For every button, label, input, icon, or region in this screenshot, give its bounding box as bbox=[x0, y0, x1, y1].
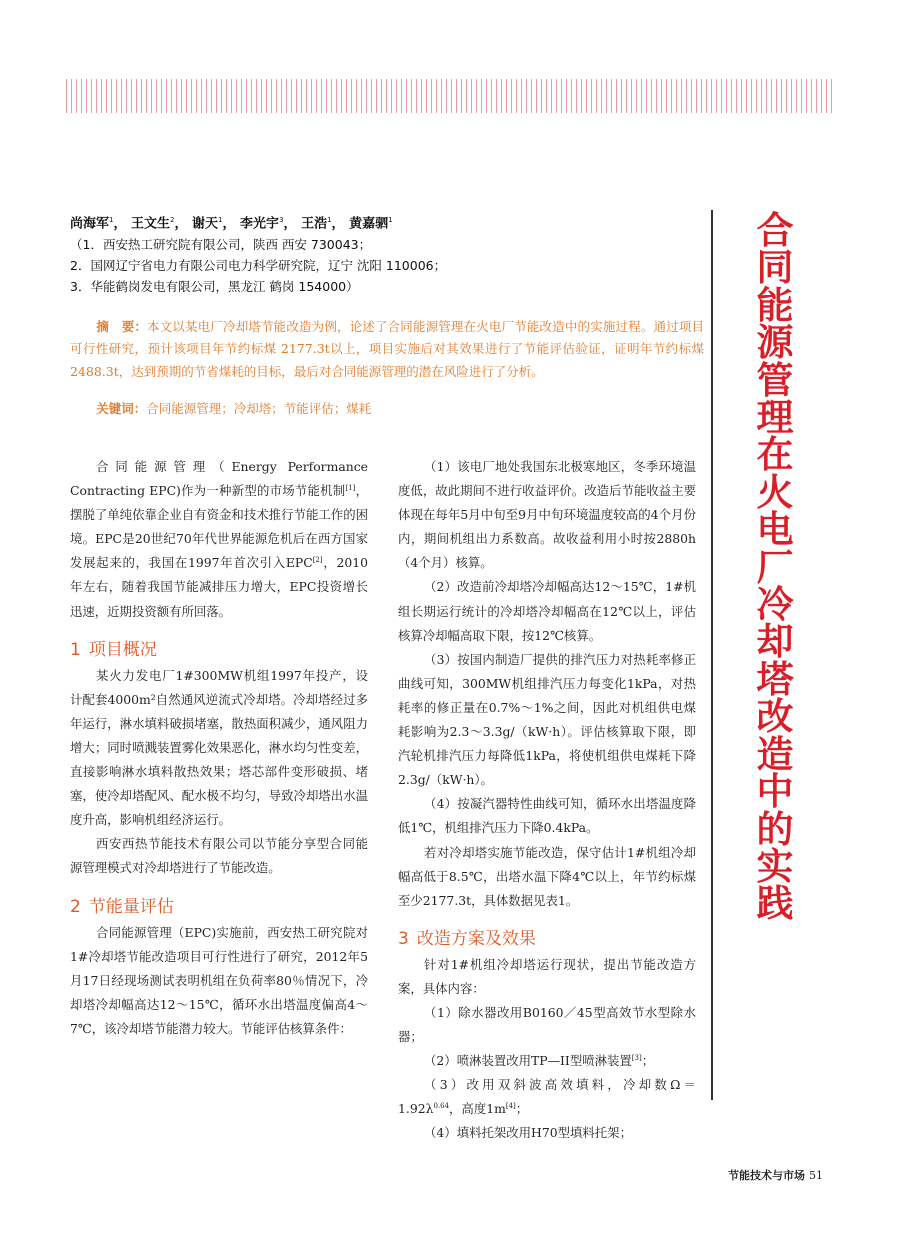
affiliation-line: 3．华能鹤岗发电有限公司，黑龙江 鹤岗 154000） bbox=[70, 279, 359, 295]
title-divider-rule bbox=[711, 210, 713, 1100]
keywords-text: 合同能源管理；冷却塔；节能评估；煤耗 bbox=[146, 401, 372, 416]
text-run: （2）喷淋装置改用TP—II型喷淋装置 bbox=[424, 1053, 632, 1069]
page-footer bbox=[728, 1167, 823, 1183]
author-list: 尚海军$^1$， 王文生$^2$， 谢天$^1$， 李光宇$^3$， 王浩$^1$， 黄嘉驷$^1$ bbox=[70, 216, 393, 232]
abstract-text: 本文以某电厂冷却塔节能改造为例，论述了合同能源管理在火电厂节能改造中的实施过程。通过项目可行性研究，预计该项目年节约标煤 2177.3t以上，项目实施后对其效果进行了节能评估验证，证明年节约标煤 2488.3t，达到预期的节省煤耗的目标，最后对合同能源管理的潜在风险进行了分析。 bbox=[70, 319, 704, 379]
paragraph: 某火力发电厂1#300MW机组1997年投产，设计配套4000m²自然通风逆流式冷却塔。冷却塔经过多年运行，淋水填料破损堵塞，散热面积减少，通风阻力增大；同时喷溅装置雾化效果恶化，淋水均匀性变差，直接影响淋水填料散热效果；塔芯部件变形破损、堵塞，使冷却塔配风、配水极不均匀，导致冷却塔出水温度升高，影响机组经济运行。 bbox=[70, 667, 368, 828]
section-title: 项目概况 bbox=[88, 639, 157, 660]
citation-ref: [2] bbox=[312, 556, 323, 565]
paragraph: 若对冷却塔实施节能改造，保守估计1#机组冷却幅高低于8.5℃，出塔水温下降4℃以上，年节约标煤至少2177.3t，具体数据见表1。 bbox=[398, 844, 696, 908]
abstract-label: 摘 要： bbox=[96, 319, 148, 334]
text-run: （3）改用双斜波高效填料，冷却数Ω＝1.92λ bbox=[398, 1077, 696, 1117]
paragraph: 西安西热节能技术有限公司以节能分享型合同能源管理模式对冷却塔进行了节能改造。 bbox=[70, 836, 368, 876]
text-run: ，摆脱了单纯依靠企业自有资金和技术推行节能工作的困境。EPC是20世纪70年代世界能源危机后在西方国家发展起来的，我国在1997年首次引入EPC bbox=[70, 483, 368, 571]
abstract bbox=[70, 316, 704, 383]
list-item bbox=[398, 1049, 696, 1073]
text-run: ，2010年左右，随着我国节能减排压力增大，EPC投资增长迅速，近期投资额有所回落。 bbox=[70, 555, 368, 619]
section-heading bbox=[70, 893, 368, 921]
list-item bbox=[398, 1073, 696, 1121]
author-name: 李光宇 bbox=[240, 216, 280, 232]
citation-ref: [3] bbox=[631, 1054, 642, 1063]
body-column-left bbox=[70, 455, 368, 1041]
paragraph: （4）按凝汽器特性曲线可知，循环水出塔温度降低1℃，机组排汽压力下降0.4kPa。 bbox=[398, 796, 696, 836]
author-name: 王浩 bbox=[301, 216, 328, 232]
section-title: 改造方案及效果 bbox=[416, 928, 536, 949]
keywords bbox=[70, 398, 704, 420]
text-run: ； bbox=[641, 1053, 655, 1069]
section-number: 2 bbox=[70, 896, 81, 917]
decorative-stripe-band bbox=[66, 79, 836, 113]
author-affiliation-mark: 1 bbox=[109, 216, 114, 224]
keywords-label: 关键词： bbox=[96, 401, 147, 416]
text-run: 合同能源管理（Energy Performance Contracting EPC)作为一种新型的市场节能机制 bbox=[70, 459, 368, 499]
page-number: 51 bbox=[809, 1169, 823, 1182]
section-title: 节能量评估 bbox=[88, 896, 174, 917]
section-number: 3 bbox=[398, 928, 409, 949]
affiliation-line: （1．西安热工研究院有限公司，陕西 西安 730043； bbox=[70, 237, 372, 253]
paragraph: 合同能源管理（EPC)实施前，西安热工研究院对1#冷却塔节能改造项目可行性进行了研究，2012年5月17日经现场测试表明机组在负荷率80％情况下，冷却塔冷却幅高达12～15℃，循环水出塔温度偏高4～7℃，该冷却塔节能潜力较大。节能评估核算条件： bbox=[70, 924, 368, 1036]
paragraph: （3）按国内制造厂提供的排汽压力对热耗率修正曲线可知，300MW机组排汽压力每变化1kPa，对热耗率的修正量在0.7%～1%之间，因此对机组供电煤耗影响为2.3～3.3g/（kW·h）。评估核算取下限，即汽轮机排汽压力每降低1kPa，将使机组供电煤耗下降2.3g/（kW·h）。 bbox=[398, 651, 696, 788]
paragraph bbox=[70, 455, 368, 624]
citation-ref: [1] bbox=[345, 483, 356, 492]
author-affiliation-mark: 1 bbox=[327, 216, 332, 224]
article-title: 合同能源管理在火电厂冷却塔改造中的实践 bbox=[756, 209, 794, 926]
exponent: 0.64 bbox=[433, 1102, 450, 1111]
paragraph: （2）改造前冷却塔冷却幅高达12～15℃，1#机组长期运行统计的冷却塔冷却幅高在12℃以上，评估核算冷却幅高取下限，按12℃核算。 bbox=[398, 579, 696, 643]
section-number: 1 bbox=[70, 639, 81, 660]
body-column-right bbox=[398, 455, 696, 1146]
journal-name: 节能技术与市场 bbox=[728, 1169, 805, 1182]
author-affiliation-mark: 1 bbox=[218, 216, 223, 224]
list-item: （1）除水器改用B0160／45型高效节水型除水器； bbox=[398, 1004, 696, 1045]
author-affiliation-mark: 3 bbox=[279, 216, 284, 224]
paragraph: 针对1#机组冷却塔运行现状，提出节能改造方案，具体内容： bbox=[398, 956, 696, 996]
author-affiliation-mark: 2 bbox=[170, 216, 175, 224]
author-block bbox=[70, 210, 710, 297]
list-item: （4）填料托架改用H70型填料托架； bbox=[424, 1125, 632, 1141]
text-run: ，高度1m bbox=[449, 1101, 506, 1117]
affiliation-line: 2．国网辽宁省电力有限公司电力科学研究院，辽宁 沈阳 110006； bbox=[70, 258, 447, 274]
author-affiliation-mark: 1 bbox=[388, 216, 393, 224]
author-name: 王文生 bbox=[131, 216, 171, 232]
paragraph: （1）该电厂地处我国东北极寒地区，冬季环境温度低，故此期间不进行收益评价。改造后节能收益主要体现在每年5月中旬至9月中旬环境温度较高的4个月份内，期间机组出力系数高。故收益利用小时按2880h（4个月）核算。 bbox=[398, 459, 696, 571]
text-run: ； bbox=[515, 1101, 529, 1117]
author-name: 黄嘉驷 bbox=[349, 216, 389, 232]
citation-ref: [4] bbox=[505, 1102, 516, 1111]
author-name: 谢天 bbox=[192, 216, 219, 232]
section-heading bbox=[398, 925, 696, 953]
author-name: 尚海军 bbox=[70, 216, 110, 232]
section-heading bbox=[70, 636, 368, 664]
